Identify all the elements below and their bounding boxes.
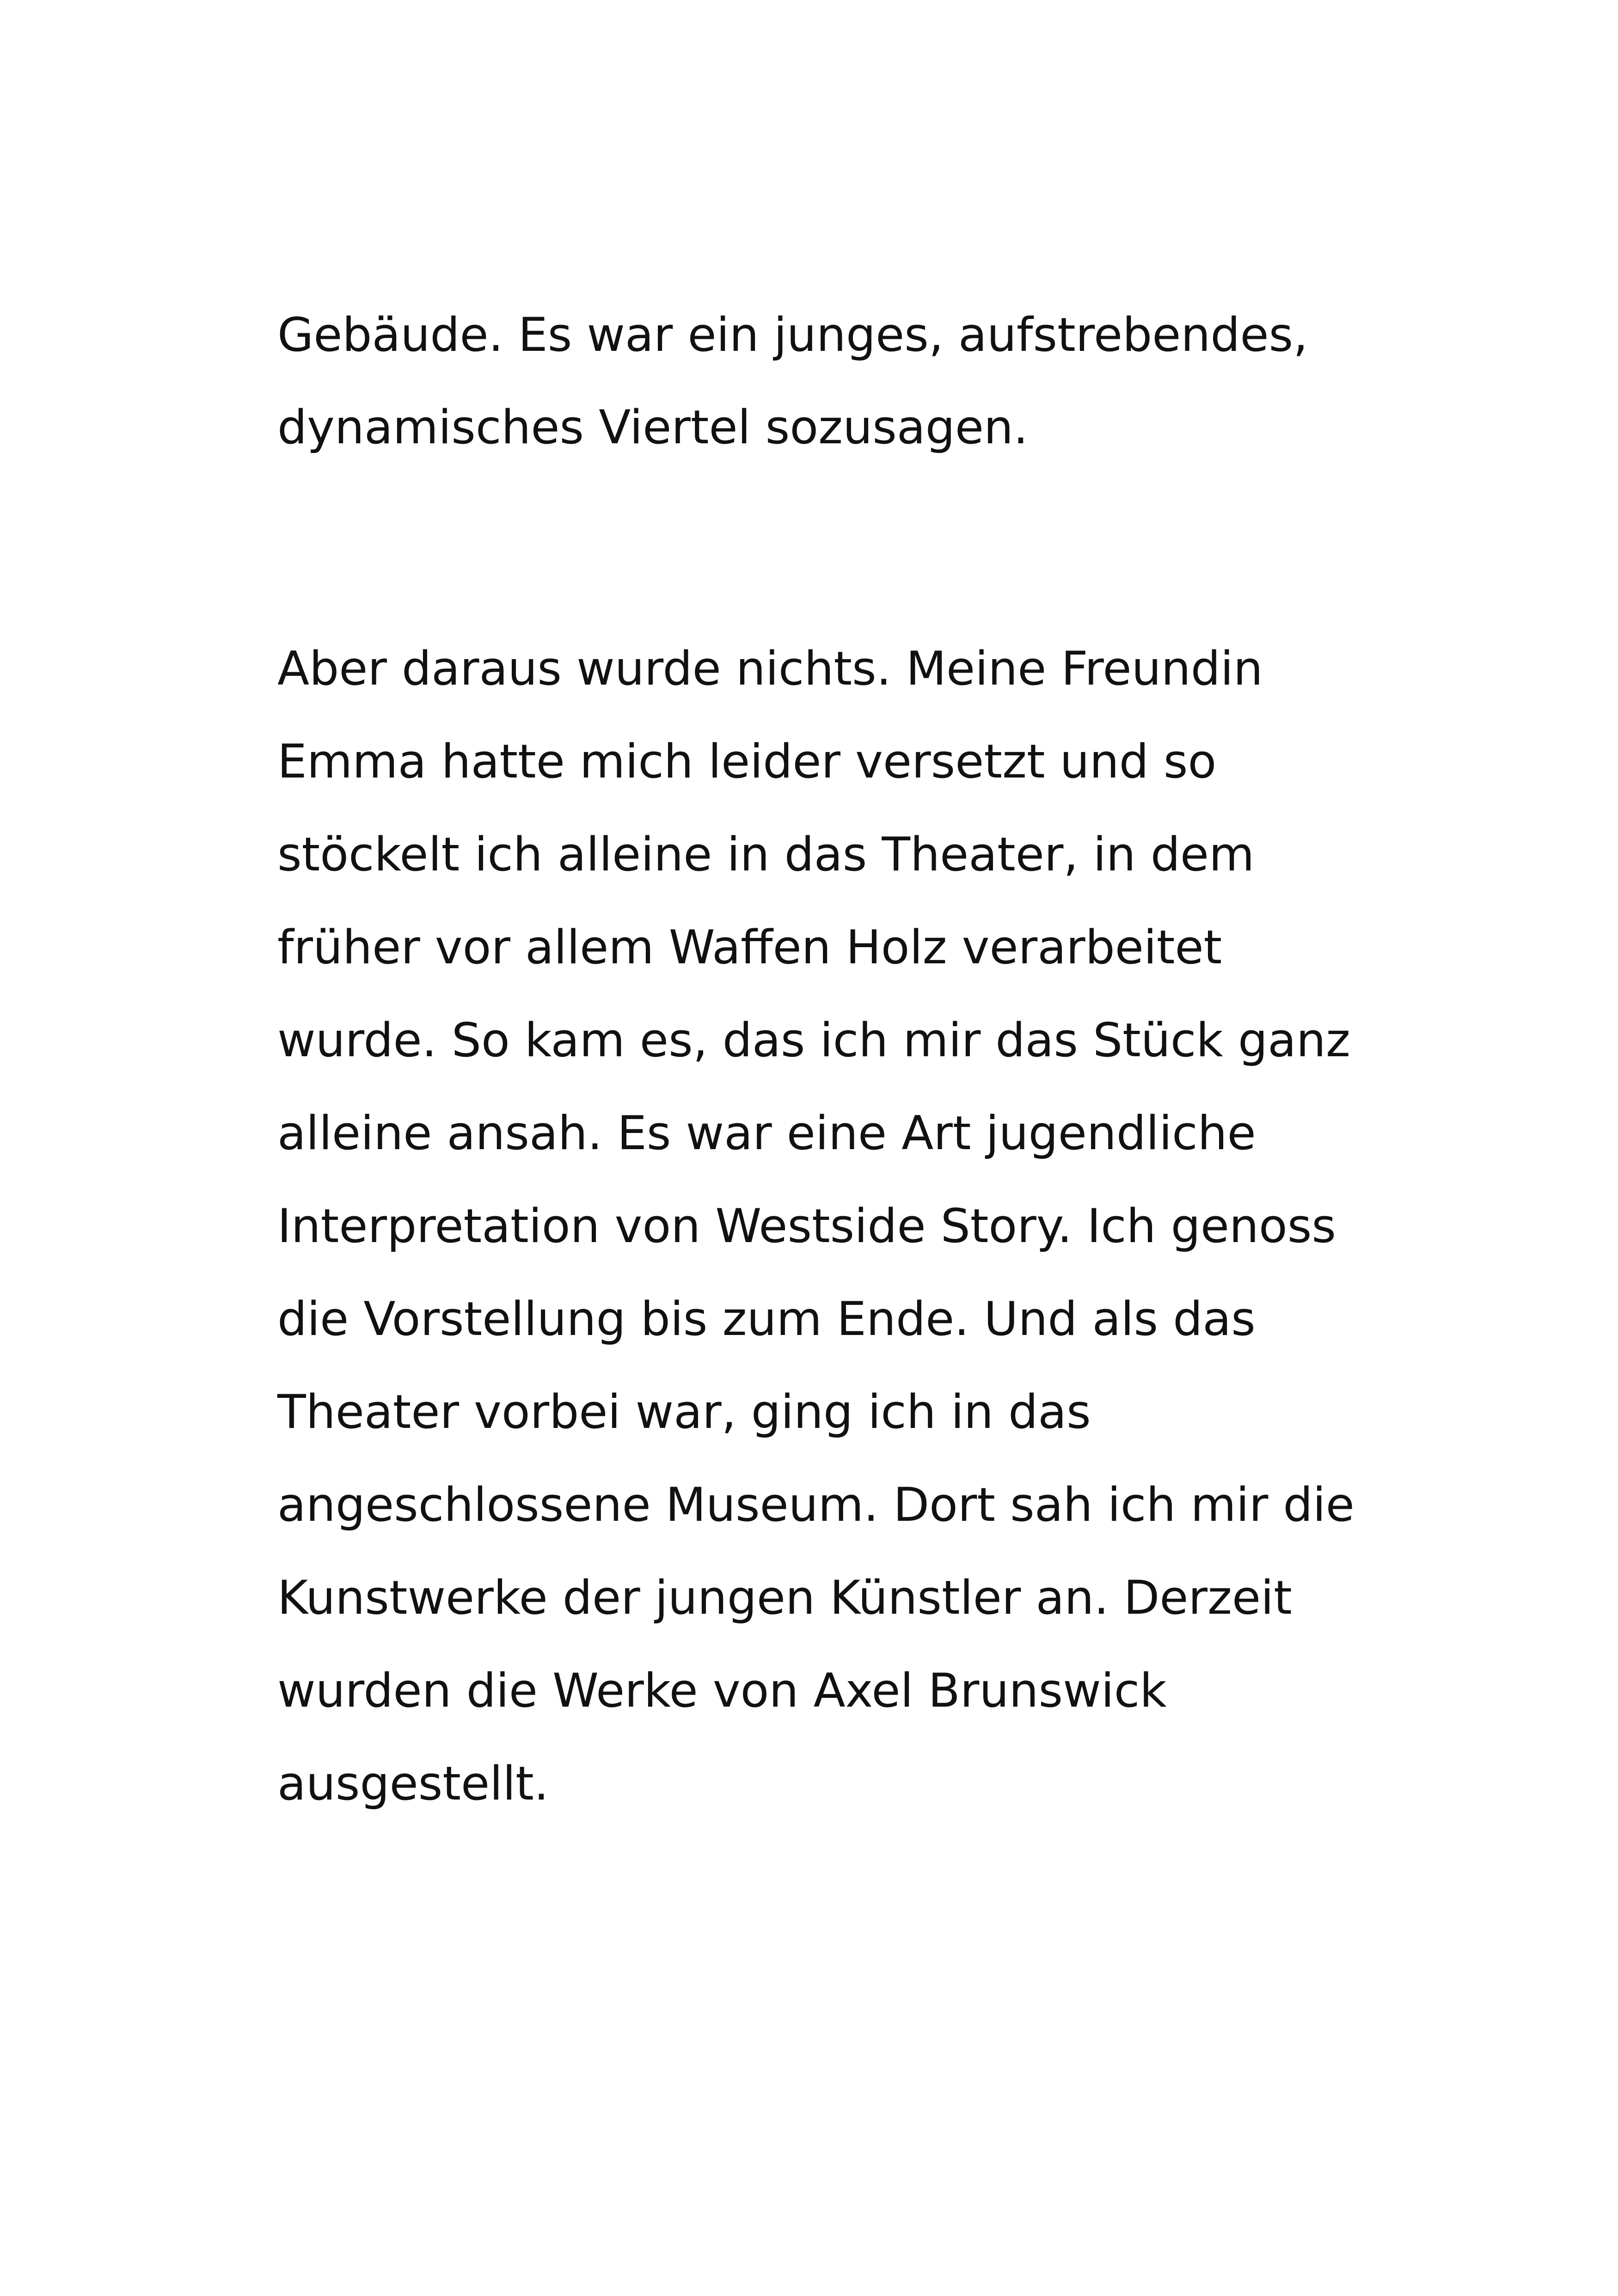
paragraph-line: Aber daraus wurde nichts. Meine Freundin [277,641,1263,696]
paragraph-line: wurde. So kam es, das ich mir das Stück ganz [277,1013,1351,1067]
paragraph-line: angeschlossene Museum. Dort sah ich mir die [277,1477,1354,1532]
paragraph-line: Kunstwerke der jungen Künstler an. Derzeit [277,1570,1292,1625]
paragraph-line: Emma hatte mich leider versetzt und so [277,734,1217,789]
paragraph-line: Interpretation von Westside Story. Ich genoss [277,1199,1336,1253]
paragraph-line: wurden die Werke von Axel Brunswick [277,1663,1167,1718]
paragraph-line: Gebäude. Es war ein junges, aufstrebendes, [277,307,1308,362]
paragraph-line: alleine ansah. Es war eine Art jugendliche [277,1106,1256,1160]
paragraph-line: ausgestellt. [277,1756,549,1811]
paragraph-line: die Vorstellung bis zum Ende. Und als das [277,1292,1256,1346]
paragraph-line: stöckelt ich alleine in das Theater, in dem [277,827,1255,882]
paragraph-line: früher vor allem Waffen Holz verarbeitet [277,920,1222,974]
paragraph-line: dynamisches Viertel sozusagen. [277,400,1029,454]
paragraph-line: Theater vorbei war, ging ich in das [277,1384,1091,1439]
